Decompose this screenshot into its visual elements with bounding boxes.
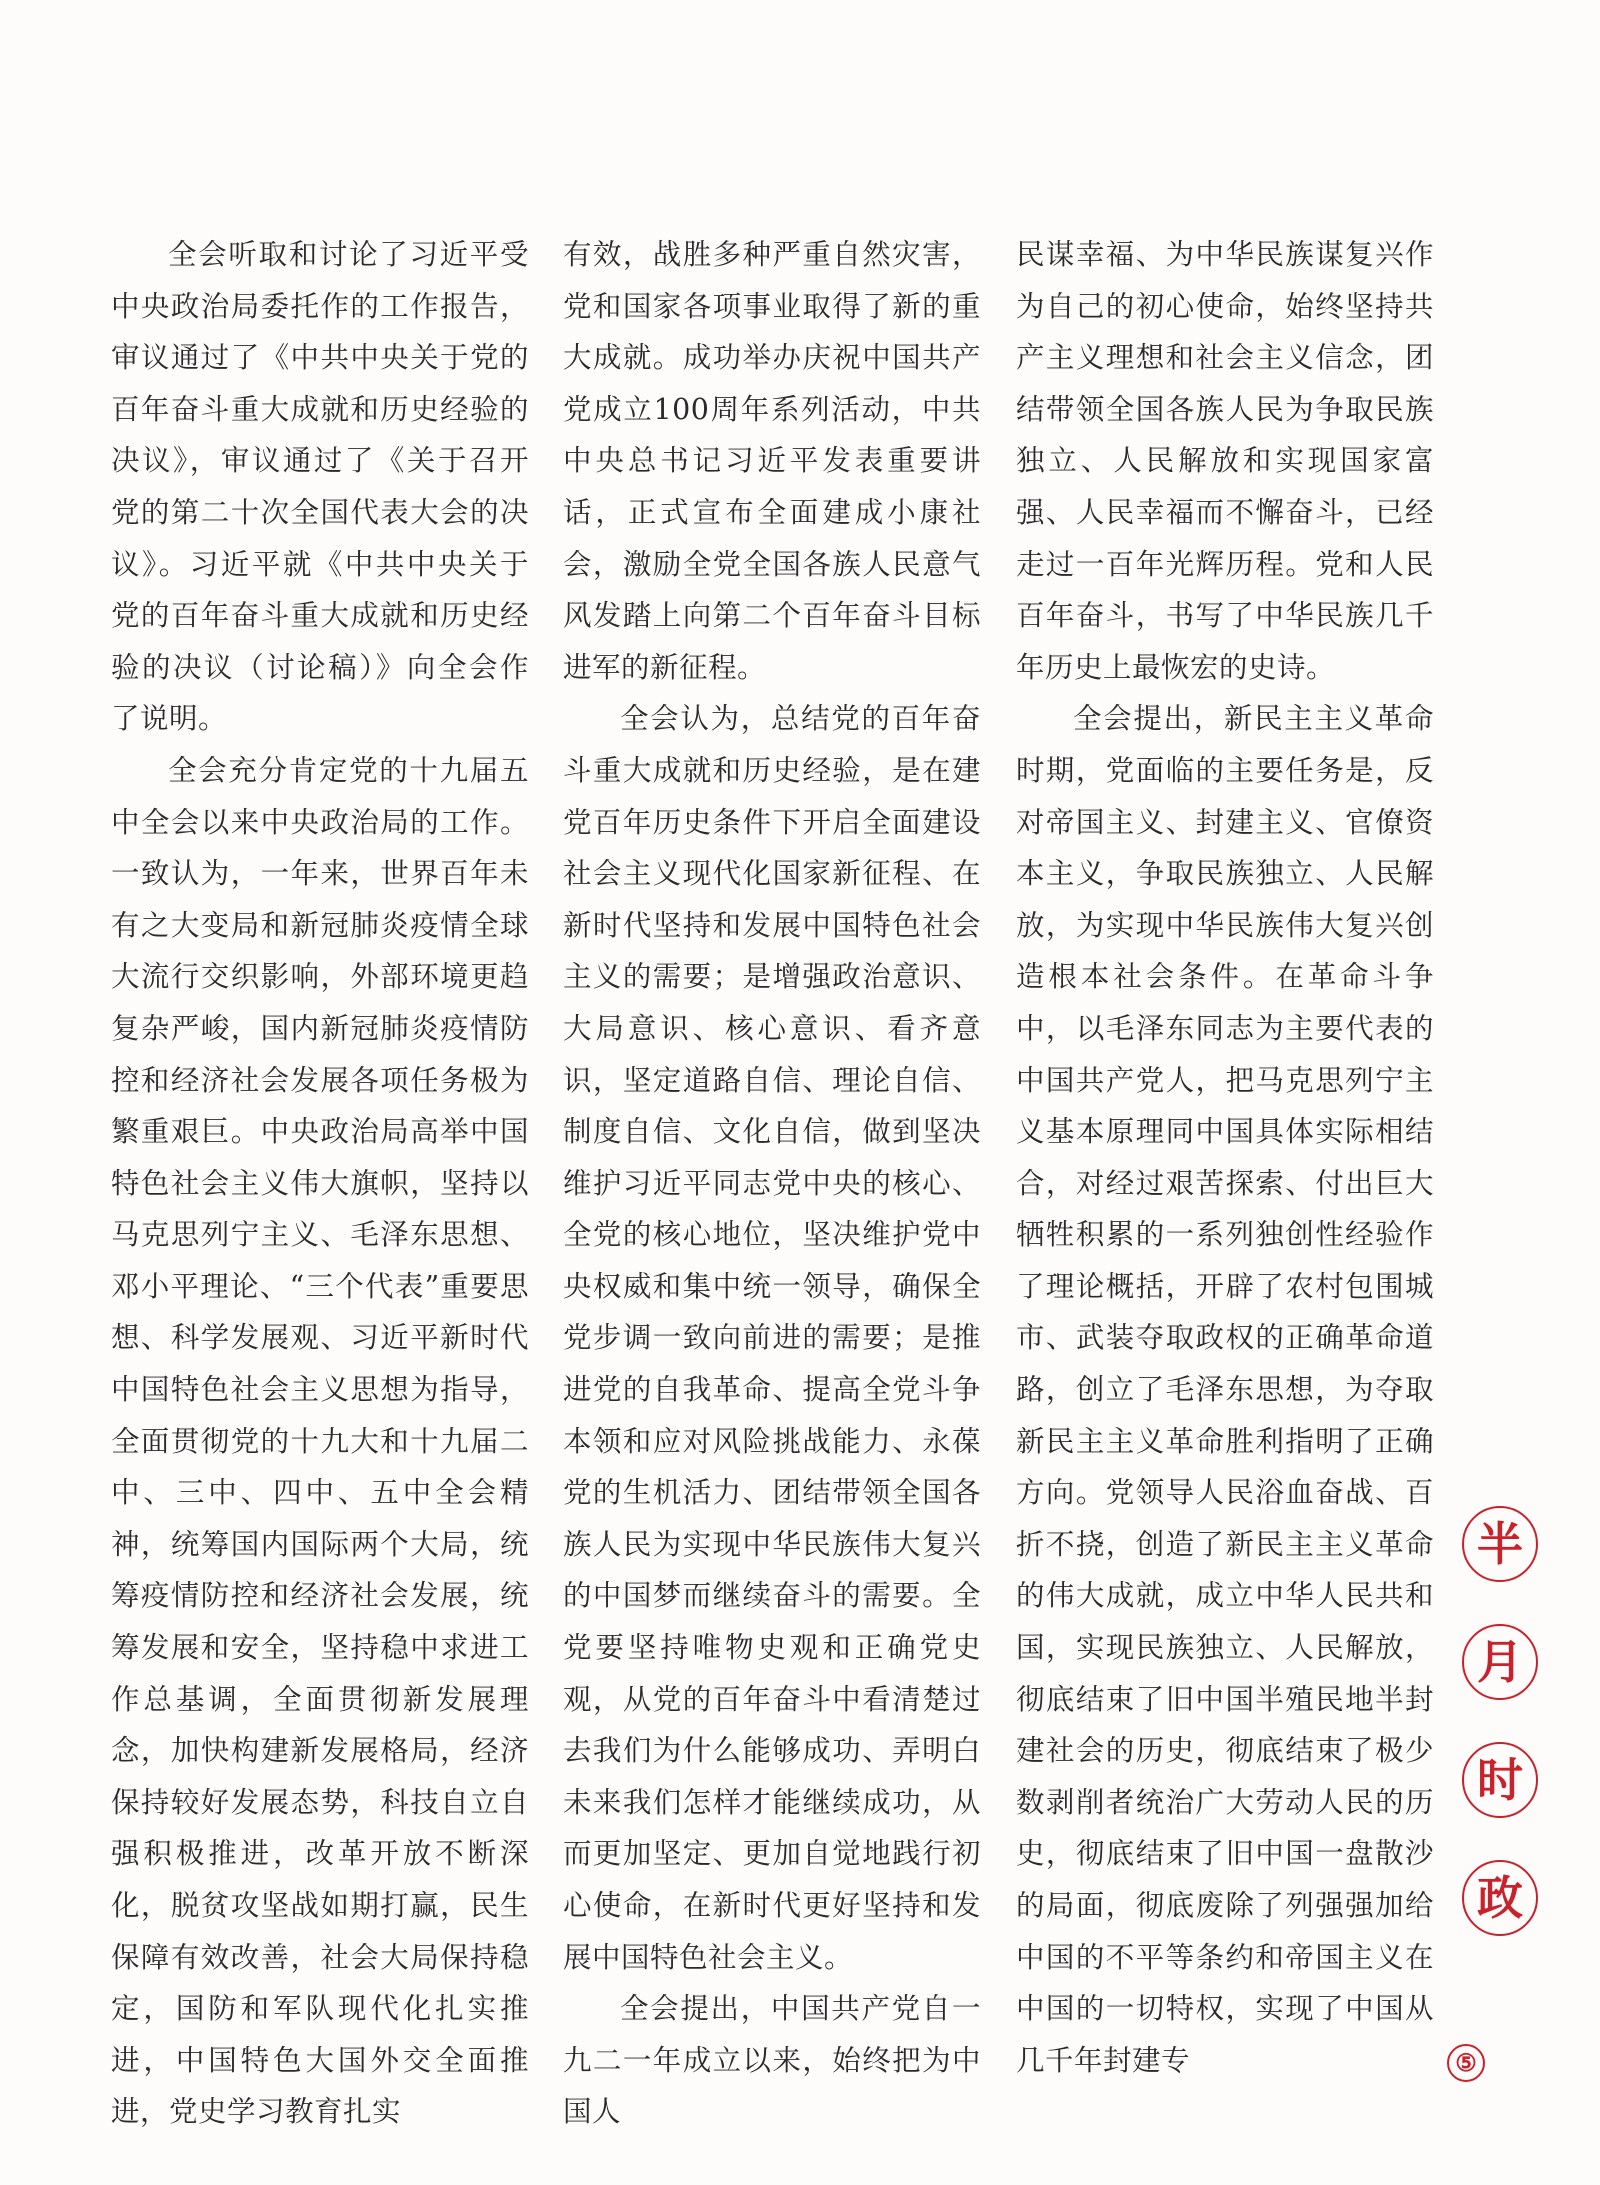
article-column-3 (1016, 229, 1434, 2086)
paragraph: 全会认为，总结党的百年奋斗重大成就和历史经验，是在建党百年历史条件下开启全面建设社会主义现代化国家新征程、在新时代坚持和发展中国特色社会主义的需要；是增强政治意识、大局意识、核心意识、看齐意识，坚定道路自信、理论自信、制度自信、文化自信，做到坚决维护习近平同志党中央的核心、全党的核心地位，坚决维护党中央权威和集中统一领导，确保全党步调一致向前进的需要；是推进党的自我革命、提高全党斗争本领和应对风险挑战能力、永葆党的生机活力、团结带领全国各族人民为实现中华民族伟大复兴的中国梦而继续奋斗的需要。全党要坚持唯物史观和正确党史观，从党的百年奋斗中看清楚过去我们为什么能够成功、弄明白未来我们怎样才能继续成功，从而更加坚定、更加自觉地践行初心使命，在新时代更好坚持和发展中国特色社会主义。 (563, 702, 981, 1974)
article-column-1 (111, 229, 529, 2138)
paragraph: 全会充分肯定党的十九届五中全会以来中央政治局的工作。一致认为，一年来，世界百年未有之大变局和新冠肺炎疫情全球大流行交织影响，外部环境更趋复杂严峻，国内新冠肺炎疫情防控和经济社会发展各项任务极为繁重艰巨。中央政治局高举中国特色社会主义伟大旗帜，坚持以马克思列宁主义、毛泽东思想、邓小平理论、“三个代表”重要思想、科学发展观、习近平新时代中国特色社会主义思想为指导，全面贯彻党的十九大和十九届二中、三中、四中、五中全会精神，统筹国内国际两个大局，统筹疫情防控和经济社会发展，统筹发展和安全，坚持稳中求进工作总基调，全面贯彻新发展理念，加快构建新发展格局，经济保持较好发展态势，科技自立自强积极推进，改革开放不断深化，脱贫攻坚战如期打赢，民生保障有效改善，社会大局保持稳定，国防和军队现代化扎实推进，中国特色大国外交全面推进，党史学习教育扎实 (111, 753, 529, 2129)
brand-character: 时 (1462, 1742, 1538, 1818)
paragraph: 民谋幸福、为中华民族谋复兴作为自己的初心使命，始终坚持共产主义理想和社会主义信念，团结带领全国各族人民为争取民族独立、人民解放和实现国家富强、人民幸福而不懈奋斗，已经走过一百年光辉历程。党和人民百年奋斗，书写了中华民族几千年历史上最恢宏的史诗。 (1016, 238, 1434, 684)
paragraph: 全会听取和讨论了习近平受中央政治局委托作的工作报告，审议通过了《中共中央关于党的百年奋斗重大成就和历史经验的决议》，审议通过了《关于召开党的第二十次全国代表大会的决议》。习近平就《中共中央关于党的百年奋斗重大成就和历史经验的决议（讨论稿）》向全会作了说明。 (111, 238, 529, 736)
brand-character: 半 (1462, 1506, 1538, 1582)
paragraph: 全会提出，中国共产党自一九二一年成立以来，始终把为中国人 (563, 1992, 981, 2129)
page-number: ⑤ (1447, 2044, 1485, 2082)
paragraph: 有效，战胜多种严重自然灾害，党和国家各项事业取得了新的重大成就。成功举办庆祝中国共产党成立100周年系列活动，中共中央总书记习近平发表重要讲话，正式宣布全面建成小康社会，激励全党全国各族人民意气风发踏上向第二个百年奋斗目标进军的新征程。 (563, 238, 981, 684)
article-column-2 (563, 229, 981, 2138)
paragraph: 全会提出，新民主主义革命时期，党面临的主要任务是，反对帝国主义、封建主义、官僚资本主义，争取民族独立、人民解放，为实现中华民族伟大复兴创造根本社会条件。在革命斗争中，以毛泽东同志为主要代表的中国共产党人，把马克思列宁主义基本原理同中国具体实际相结合，对经过艰苦探索、付出巨大牺牲积累的一系列独创性经验作了理论概括，开辟了农村包围城市、武装夺取政权的正确革命道路，创立了毛泽东思想，为夺取新民主主义革命胜利指明了正确方向。党领导人民浴血奋战、百折不挠，创造了新民主主义革命的伟大成就，成立中华人民共和国，实现民族独立、人民解放，彻底结束了旧中国半殖民地半封建社会的历史，彻底结束了极少数剥削者统治广大劳动人民的历史，彻底结束了旧中国一盘散沙的局面，彻底废除了列强强加给中国的不平等条约和帝国主义在中国的一切特权，实现了中国从几千年封建专 (1016, 702, 1434, 2077)
brand-character: 月 (1462, 1624, 1538, 1700)
brand-character: 政 (1462, 1860, 1538, 1936)
